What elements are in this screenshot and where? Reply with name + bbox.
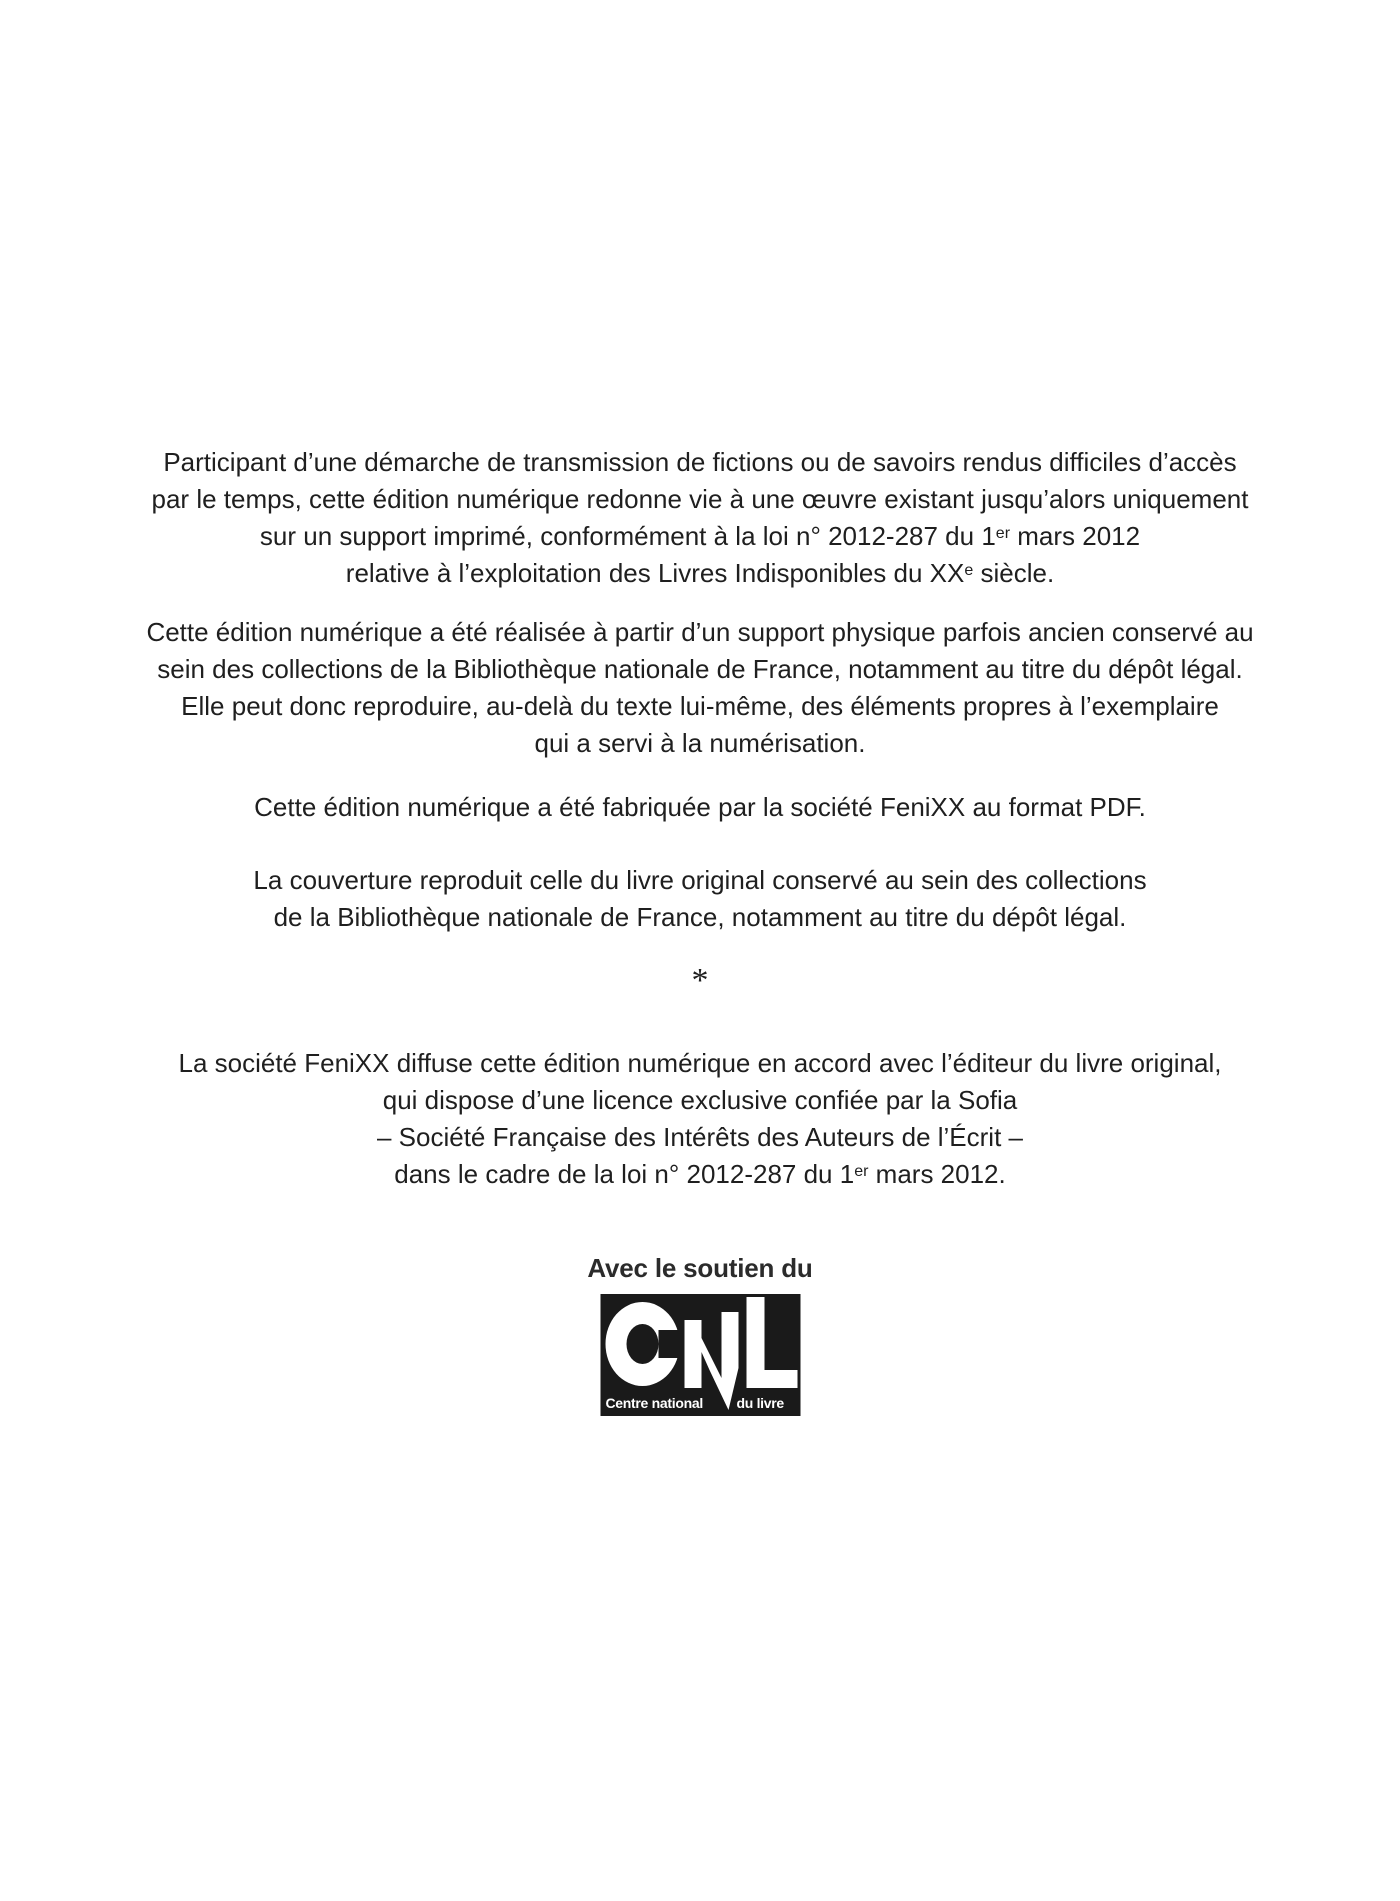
text-line: Cette édition numérique a été réalisée à partir d’un support physique parfois ancien conservé au (146, 617, 1254, 647)
text-line: qui dispose d’une licence exclusive confiée par la Sofia (382, 1085, 1018, 1115)
text-line (80, 555, 1320, 592)
paragraph-transmission (80, 444, 1320, 592)
line-segment: mars 2012. (868, 1159, 1006, 1189)
cnl-caption-right: du livre (736, 1395, 784, 1411)
support-block (80, 1250, 1320, 1416)
paragraph-fenixx-pdf (80, 789, 1320, 826)
letter-c-counter (626, 1324, 658, 1364)
text-line (80, 1156, 1320, 1193)
superscript-ordinal: er (854, 1163, 869, 1180)
line-segment: sur un support imprimé, conformément à la loi n° 2012-287 du 1 (259, 521, 996, 551)
text-line: Elle peut donc reproduire, au-delà du texte lui-même, des éléments propres à l’exemplaire (181, 691, 1219, 721)
paragraph-cover (80, 862, 1320, 936)
text-line: qui a servi à la numérisation. (534, 728, 866, 758)
asterisk-separator: * (691, 962, 709, 999)
text-line: La couverture reproduit celle du livre original conservé au sein des collections (253, 865, 1147, 895)
cnl-logo (598, 1294, 803, 1416)
text-line: – Société Française des Intérêts des Auteurs de l’Écrit – (376, 1122, 1023, 1152)
text-line: par le temps, cette édition numérique redonne vie à une œuvre existant jusqu’alors uniquement (151, 484, 1249, 514)
superscript-ordinal: e (964, 562, 974, 579)
text-line: Cette édition numérique a été fabriquée par la société FeniXX au format PDF. (254, 792, 1146, 822)
paragraph-diffusion (80, 1045, 1320, 1193)
line-segment: dans le cadre de la loi n° 2012-287 du 1 (394, 1159, 855, 1189)
text-line: sein des collections de la Bibliothèque nationale de France, notamment au titre du dépôt légal. (157, 654, 1243, 684)
letter-c-aperture (658, 1330, 684, 1358)
line-segment: relative à l’exploitation des Livres Indisponibles du XX (345, 558, 965, 588)
superscript-ordinal: er (995, 525, 1011, 542)
paragraph-bnf-source (80, 614, 1320, 762)
cnl-caption-left: Centre national (605, 1395, 703, 1411)
support-caption: Avec le soutien du (587, 1253, 813, 1283)
text-line (80, 518, 1320, 555)
text-line: Participant d’une démarche de transmission de fictions ou de savoirs rendus difficiles d’accès (163, 447, 1237, 477)
line-segment: mars 2012 (1010, 521, 1141, 551)
edition-notice (80, 444, 1320, 1416)
text-line: La société FeniXX diffuse cette édition numérique en accord avec l’éditeur du livre original, (178, 1048, 1222, 1078)
line-segment: siècle. (973, 558, 1055, 588)
text-line: de la Bibliothèque nationale de France, notamment au titre du dépôt légal. (273, 902, 1127, 932)
